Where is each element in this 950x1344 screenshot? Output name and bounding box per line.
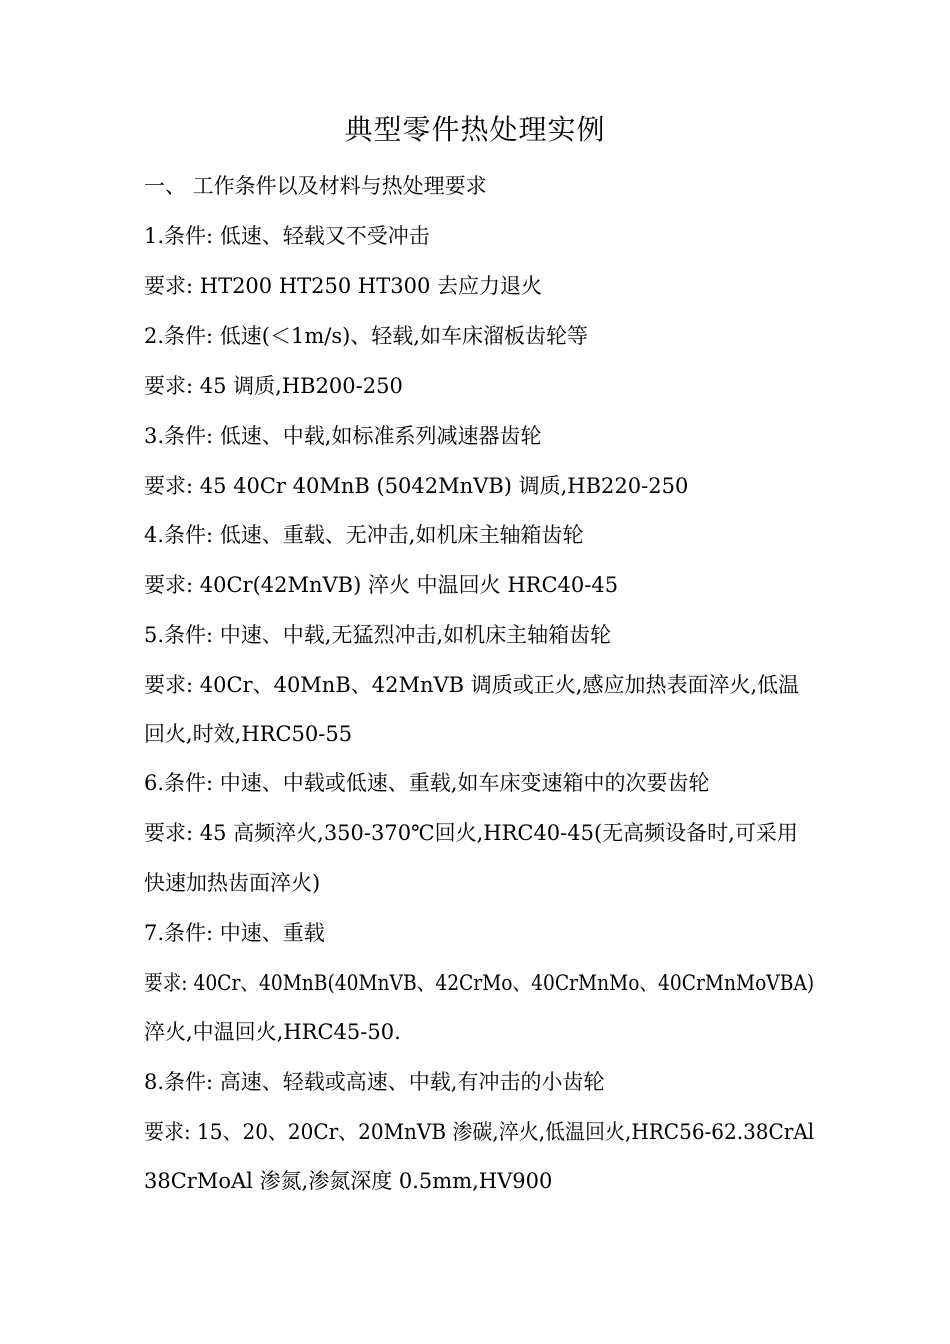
page-title: 典型零件热处理实例 <box>344 113 606 146</box>
condition-line-6: 6.条件: 中速、中载或低速、重载,如车床变速箱中的次要齿轮 <box>144 771 710 795</box>
requirement-line-2: 要求: 45 调质,HB200-250 <box>144 374 403 398</box>
requirement-line-1: 要求: HT200 HT250 HT300 去应力退火 <box>144 274 542 298</box>
requirement-line-6-cont: 快速加热齿面淬火) <box>144 871 321 895</box>
requirement-line-3: 要求: 45 40Cr 40MnB (5042MnVB) 调质,HB220-250 <box>144 474 689 498</box>
condition-line-4: 4.条件: 低速、重载、无冲击,如机床主轴箱齿轮 <box>144 523 584 547</box>
requirement-line-8: 要求: 15、20、20Cr、20MnVB 渗碳,淬火,低温回火,HRC56-62.38CrAl <box>144 1120 815 1144</box>
requirement-line-4: 要求: 40Cr(42MnVB) 淬火 中温回火 HRC40-45 <box>144 573 619 597</box>
requirement-line-5: 要求: 40Cr、40MnB、42MnVB 调质或正火,感应加热表面淬火,低温 <box>144 673 800 697</box>
condition-line-5: 5.条件: 中速、中载,无猛烈冲击,如机床主轴箱齿轮 <box>144 623 612 647</box>
condition-line-1: 1.条件: 低速、轻载又不受冲击 <box>144 224 430 248</box>
requirement-line-8-cont: 38CrMoAl 渗氮,渗氮深度 0.5mm,HV900 <box>144 1169 553 1193</box>
condition-line-7: 7.条件: 中速、重载 <box>144 921 325 945</box>
section-heading: 一、 工作条件以及材料与热处理要求 <box>144 174 487 198</box>
condition-line-8: 8.条件: 高速、轻载或高速、中载,有冲击的小齿轮 <box>144 1070 605 1094</box>
requirement-line-7-cont: 淬火,中温回火,HRC45-50. <box>144 1020 401 1044</box>
requirement-line-5-cont: 回火,时效,HRC50-55 <box>144 722 353 746</box>
condition-line-2: 2.条件: 低速(＜1m/s)、轻载,如车床溜板齿轮等 <box>144 324 588 348</box>
requirement-line-7: 要求: 40Cr、40MnB(40MnVB、42CrMo、40CrMnMo、40CrMnMoVBA) <box>144 971 815 995</box>
condition-line-3: 3.条件: 低速、中载,如标准系列减速器齿轮 <box>144 424 542 448</box>
requirement-line-6: 要求: 45 高频淬火,350-370℃回火,HRC40-45(无高频设备时,可采用 <box>144 821 798 845</box>
